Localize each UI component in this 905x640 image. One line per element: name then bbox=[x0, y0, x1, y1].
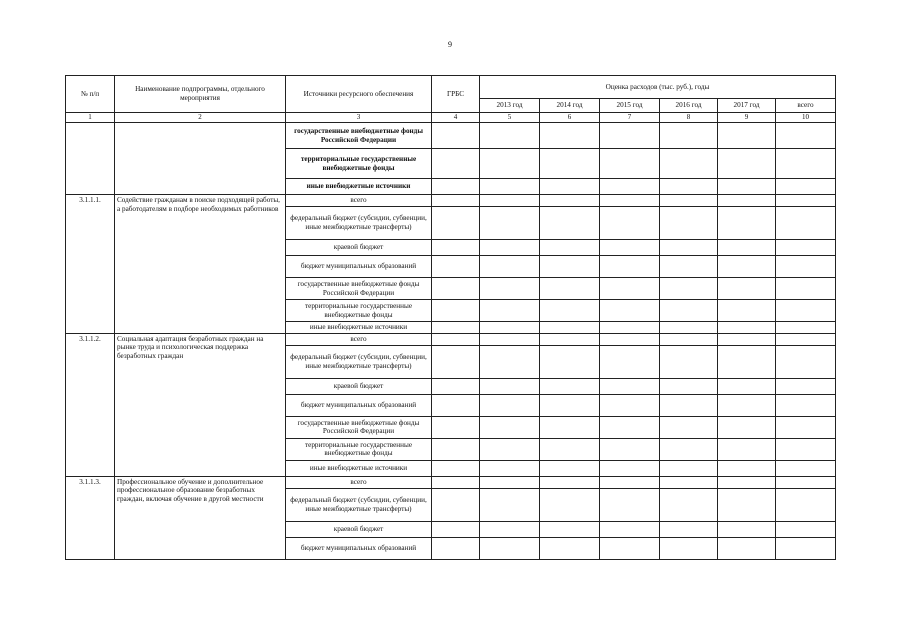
empty-value-cell bbox=[600, 460, 660, 476]
empty-value-cell bbox=[480, 240, 540, 256]
header-year: 2015 год bbox=[600, 99, 660, 113]
column-number: 7 bbox=[600, 113, 660, 123]
empty-value-cell bbox=[776, 438, 836, 460]
empty-value-cell bbox=[600, 322, 660, 334]
empty-value-cell bbox=[540, 537, 600, 559]
measure-name: Профессиональное обучение и дополнительное профессиональное образование безработных граждан, включая обучение в другой местности bbox=[115, 476, 286, 559]
column-number: 6 bbox=[540, 113, 600, 123]
empty-value-cell bbox=[776, 488, 836, 521]
empty-value-cell bbox=[540, 345, 600, 378]
empty-value-cell bbox=[540, 256, 600, 278]
empty-name-cell bbox=[115, 123, 286, 195]
empty-value-cell bbox=[432, 537, 480, 559]
header-num: № п/п bbox=[66, 76, 115, 113]
empty-value-cell bbox=[432, 521, 480, 537]
source-cell: краевой бюджет bbox=[286, 378, 432, 394]
empty-value-cell bbox=[600, 537, 660, 559]
empty-value-cell bbox=[432, 345, 480, 378]
empty-value-cell bbox=[480, 460, 540, 476]
empty-value-cell bbox=[660, 240, 718, 256]
source-cell: территориальные государственные внебюджетные фонды bbox=[286, 438, 432, 460]
measure-number: 3.1.1.1. bbox=[66, 195, 115, 334]
empty-value-cell bbox=[660, 278, 718, 300]
header-year: 2013 год bbox=[480, 99, 540, 113]
empty-value-cell bbox=[600, 195, 660, 207]
empty-value-cell bbox=[660, 521, 718, 537]
empty-value-cell bbox=[600, 488, 660, 521]
empty-value-cell bbox=[480, 537, 540, 559]
empty-value-cell bbox=[600, 394, 660, 416]
empty-value-cell bbox=[718, 476, 776, 488]
empty-value-cell bbox=[600, 240, 660, 256]
empty-value-cell bbox=[660, 179, 718, 195]
empty-value-cell bbox=[432, 394, 480, 416]
source-cell: государственные внебюджетные фонды Российской Федерации bbox=[286, 416, 432, 438]
source-cell: всего bbox=[286, 333, 432, 345]
empty-value-cell bbox=[540, 278, 600, 300]
source-cell: краевой бюджет bbox=[286, 521, 432, 537]
empty-value-cell bbox=[432, 123, 480, 149]
empty-value-cell bbox=[776, 537, 836, 559]
empty-value-cell bbox=[660, 438, 718, 460]
empty-value-cell bbox=[432, 476, 480, 488]
empty-value-cell bbox=[540, 149, 600, 179]
empty-value-cell bbox=[600, 256, 660, 278]
empty-value-cell bbox=[660, 300, 718, 322]
header-total: всего bbox=[776, 99, 836, 113]
empty-value-cell bbox=[776, 322, 836, 334]
empty-value-cell bbox=[660, 416, 718, 438]
empty-value-cell bbox=[718, 394, 776, 416]
empty-value-cell bbox=[718, 521, 776, 537]
empty-value-cell bbox=[718, 333, 776, 345]
empty-value-cell bbox=[776, 460, 836, 476]
empty-value-cell bbox=[540, 378, 600, 394]
source-cell: государственные внебюджетные фонды Российской Федерации bbox=[286, 123, 432, 149]
empty-value-cell bbox=[432, 207, 480, 240]
empty-value-cell bbox=[432, 179, 480, 195]
empty-value-cell bbox=[540, 438, 600, 460]
empty-value-cell bbox=[480, 195, 540, 207]
empty-value-cell bbox=[718, 256, 776, 278]
empty-value-cell bbox=[480, 256, 540, 278]
empty-value-cell bbox=[480, 300, 540, 322]
header-year: 2016 год bbox=[660, 99, 718, 113]
empty-value-cell bbox=[600, 345, 660, 378]
empty-value-cell bbox=[432, 300, 480, 322]
empty-value-cell bbox=[776, 378, 836, 394]
empty-value-cell bbox=[540, 195, 600, 207]
empty-value-cell bbox=[718, 195, 776, 207]
empty-value-cell bbox=[660, 195, 718, 207]
empty-value-cell bbox=[480, 476, 540, 488]
empty-value-cell bbox=[660, 207, 718, 240]
empty-value-cell bbox=[432, 195, 480, 207]
empty-value-cell bbox=[660, 333, 718, 345]
empty-value-cell bbox=[776, 394, 836, 416]
empty-value-cell bbox=[660, 460, 718, 476]
empty-value-cell bbox=[718, 179, 776, 195]
empty-value-cell bbox=[718, 207, 776, 240]
measure-name: Содействие гражданам в поиске подходящей работы, а работодателям в подборе необходимых работников bbox=[115, 195, 286, 334]
empty-value-cell bbox=[776, 476, 836, 488]
empty-value-cell bbox=[600, 438, 660, 460]
empty-value-cell bbox=[480, 179, 540, 195]
empty-value-cell bbox=[600, 416, 660, 438]
source-cell: всего bbox=[286, 476, 432, 488]
empty-value-cell bbox=[540, 123, 600, 149]
empty-value-cell bbox=[776, 240, 836, 256]
empty-value-cell bbox=[540, 476, 600, 488]
empty-value-cell bbox=[718, 438, 776, 460]
column-number: 10 bbox=[776, 113, 836, 123]
source-cell: бюджет муниципальных образований bbox=[286, 256, 432, 278]
empty-num-cell bbox=[66, 123, 115, 195]
empty-value-cell bbox=[718, 488, 776, 521]
header-source: Источники ресурсного обеспечения bbox=[286, 76, 432, 113]
empty-value-cell bbox=[718, 123, 776, 149]
empty-value-cell bbox=[600, 179, 660, 195]
empty-value-cell bbox=[480, 322, 540, 334]
empty-value-cell bbox=[540, 488, 600, 521]
empty-value-cell bbox=[480, 278, 540, 300]
empty-value-cell bbox=[600, 476, 660, 488]
empty-value-cell bbox=[432, 256, 480, 278]
empty-value-cell bbox=[660, 345, 718, 378]
empty-value-cell bbox=[432, 438, 480, 460]
empty-value-cell bbox=[432, 322, 480, 334]
column-number: 2 bbox=[115, 113, 286, 123]
empty-value-cell bbox=[776, 521, 836, 537]
empty-value-cell bbox=[660, 488, 718, 521]
empty-value-cell bbox=[432, 416, 480, 438]
empty-value-cell bbox=[432, 460, 480, 476]
empty-value-cell bbox=[660, 537, 718, 559]
empty-value-cell bbox=[600, 521, 660, 537]
empty-value-cell bbox=[540, 460, 600, 476]
measure-number: 3.1.1.3. bbox=[66, 476, 115, 559]
empty-value-cell bbox=[660, 149, 718, 179]
header-year: 2017 год bbox=[718, 99, 776, 113]
column-number: 4 bbox=[432, 113, 480, 123]
source-cell: иные внебюджетные источники bbox=[286, 179, 432, 195]
source-cell: бюджет муниципальных образований bbox=[286, 394, 432, 416]
header-grbs: ГРБС bbox=[432, 76, 480, 113]
empty-value-cell bbox=[600, 149, 660, 179]
empty-value-cell bbox=[660, 476, 718, 488]
empty-value-cell bbox=[718, 345, 776, 378]
empty-value-cell bbox=[718, 537, 776, 559]
empty-value-cell bbox=[540, 394, 600, 416]
empty-value-cell bbox=[540, 207, 600, 240]
empty-value-cell bbox=[432, 149, 480, 179]
empty-value-cell bbox=[776, 416, 836, 438]
column-number: 5 bbox=[480, 113, 540, 123]
empty-value-cell bbox=[480, 149, 540, 179]
header-estimate: Оценка расходов (тыс. руб.), годы bbox=[480, 76, 836, 99]
source-cell: всего bbox=[286, 195, 432, 207]
empty-value-cell bbox=[432, 333, 480, 345]
empty-value-cell bbox=[776, 195, 836, 207]
empty-value-cell bbox=[776, 256, 836, 278]
column-number: 3 bbox=[286, 113, 432, 123]
header-name: Наименование подпрограммы, отдельного мероприятия bbox=[115, 76, 286, 113]
empty-value-cell bbox=[600, 123, 660, 149]
source-cell: государственные внебюджетные фонды Российской Федерации bbox=[286, 278, 432, 300]
empty-value-cell bbox=[480, 488, 540, 521]
empty-value-cell bbox=[718, 322, 776, 334]
empty-value-cell bbox=[776, 123, 836, 149]
empty-value-cell bbox=[600, 300, 660, 322]
empty-value-cell bbox=[718, 278, 776, 300]
source-cell: федеральный бюджет (субсидии, субвенции, иные межбюджетные трансферты) bbox=[286, 207, 432, 240]
column-number: 1 bbox=[66, 113, 115, 123]
empty-value-cell bbox=[776, 345, 836, 378]
empty-value-cell bbox=[660, 256, 718, 278]
budget-table bbox=[65, 75, 836, 560]
empty-value-cell bbox=[540, 300, 600, 322]
source-cell: территориальные государственные внебюджетные фонды bbox=[286, 300, 432, 322]
empty-value-cell bbox=[480, 394, 540, 416]
empty-value-cell bbox=[432, 240, 480, 256]
source-cell: территориальные государственные внебюджетные фонды bbox=[286, 149, 432, 179]
empty-value-cell bbox=[776, 300, 836, 322]
empty-value-cell bbox=[540, 521, 600, 537]
page-number: 9 bbox=[448, 40, 452, 49]
source-cell: иные внебюджетные источники bbox=[286, 460, 432, 476]
empty-value-cell bbox=[776, 149, 836, 179]
measure-name: Социальная адаптация безработных граждан на рынке труда и психологическая поддержка безработных граждан bbox=[115, 333, 286, 476]
empty-value-cell bbox=[660, 394, 718, 416]
empty-value-cell bbox=[660, 322, 718, 334]
empty-value-cell bbox=[540, 322, 600, 334]
source-cell: федеральный бюджет (субсидии, субвенции, иные межбюджетные трансферты) bbox=[286, 488, 432, 521]
column-number: 9 bbox=[718, 113, 776, 123]
empty-value-cell bbox=[480, 333, 540, 345]
empty-value-cell bbox=[480, 521, 540, 537]
empty-value-cell bbox=[776, 207, 836, 240]
empty-value-cell bbox=[776, 278, 836, 300]
empty-value-cell bbox=[540, 179, 600, 195]
header-year: 2014 год bbox=[540, 99, 600, 113]
source-cell: иные внебюджетные источники bbox=[286, 322, 432, 334]
empty-value-cell bbox=[480, 207, 540, 240]
source-cell: краевой бюджет bbox=[286, 240, 432, 256]
empty-value-cell bbox=[600, 278, 660, 300]
empty-value-cell bbox=[600, 207, 660, 240]
empty-value-cell bbox=[718, 240, 776, 256]
empty-value-cell bbox=[432, 488, 480, 521]
empty-value-cell bbox=[718, 149, 776, 179]
source-cell: федеральный бюджет (субсидии, субвенции, иные межбюджетные трансферты) bbox=[286, 345, 432, 378]
empty-value-cell bbox=[718, 460, 776, 476]
empty-value-cell bbox=[480, 416, 540, 438]
empty-value-cell bbox=[776, 333, 836, 345]
empty-value-cell bbox=[480, 438, 540, 460]
column-number: 8 bbox=[660, 113, 718, 123]
empty-value-cell bbox=[718, 300, 776, 322]
empty-value-cell bbox=[480, 378, 540, 394]
empty-value-cell bbox=[432, 278, 480, 300]
source-cell: бюджет муниципальных образований bbox=[286, 537, 432, 559]
empty-value-cell bbox=[718, 378, 776, 394]
empty-value-cell bbox=[660, 123, 718, 149]
empty-value-cell bbox=[540, 416, 600, 438]
empty-value-cell bbox=[600, 378, 660, 394]
empty-value-cell bbox=[600, 333, 660, 345]
empty-value-cell bbox=[660, 378, 718, 394]
empty-value-cell bbox=[776, 179, 836, 195]
measure-number: 3.1.1.2. bbox=[66, 333, 115, 476]
empty-value-cell bbox=[540, 333, 600, 345]
empty-value-cell bbox=[718, 416, 776, 438]
empty-value-cell bbox=[480, 123, 540, 149]
empty-value-cell bbox=[540, 240, 600, 256]
empty-value-cell bbox=[480, 345, 540, 378]
empty-value-cell bbox=[432, 378, 480, 394]
